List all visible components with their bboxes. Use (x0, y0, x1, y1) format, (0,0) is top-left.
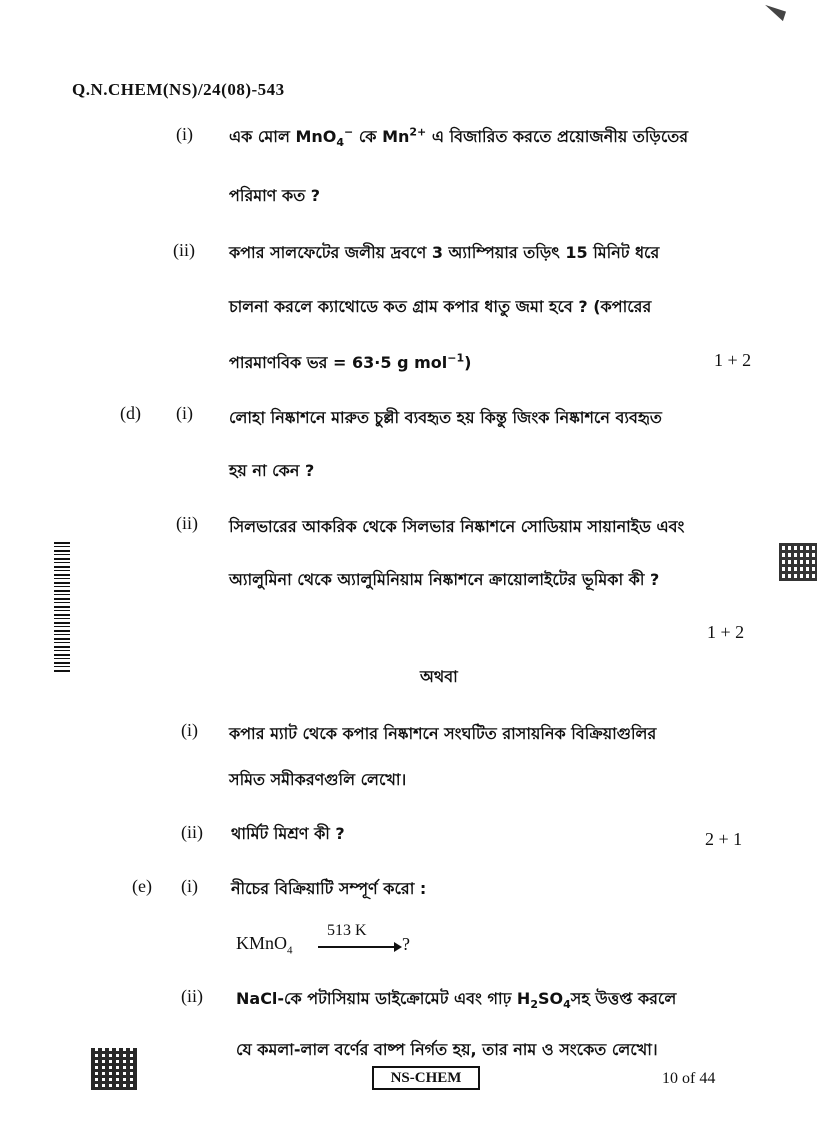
page-number: 10 of 44 (662, 1070, 716, 1087)
q-d-marks: 1 + 2 (707, 622, 745, 642)
q-e-ii-line2: যে কমলা-লাল বর্ণের বাষ্প নির্গত হয়, তার নাম ও সংকেত লেখো। (236, 1040, 658, 1059)
q-c-ii-line2: চালনা করলে ক্যাথোডে কত গ্রাম কপার ধাতু জমা হবে ? (কপারের (229, 297, 652, 316)
q-d-label: (d) (120, 403, 141, 423)
q-c-i-line2: পরিমাণ কত ? (229, 186, 321, 205)
corner-fold-mark (762, 5, 786, 21)
reaction-arrow-head (394, 942, 402, 952)
q-c-ii-label: (ii) (173, 240, 195, 260)
q-c-i-label: (i) (176, 124, 193, 144)
q-e-i-line1: নীচের বিক্রিয়াটি সম্পূর্ণ করো : (231, 879, 427, 898)
paper-code: Q.N.CHEM(NS)/24(08)-543 (72, 80, 285, 99)
q-e-ii-label: (ii) (181, 986, 203, 1006)
q-d-i-label: (i) (176, 403, 193, 423)
q-d-ii-label: (ii) (176, 513, 198, 533)
side-qr-code (779, 543, 817, 581)
reaction-reactant: KMnO$_4$ (236, 933, 293, 957)
q-c-marks: 1 + 2 (714, 350, 752, 370)
q-d-ii-line1: সিলভারের আকরিক থেকে সিলভার নিষ্কাশনে সোডিয়াম সায়ানাইড এবং (229, 517, 685, 536)
footer-qr-code (91, 1048, 137, 1090)
q-d-i-line2: হয় না কেন ? (229, 461, 315, 480)
footer-code-box: NS-CHEM (372, 1066, 480, 1090)
reaction-product: ? (402, 934, 410, 954)
q-d-i-line1: লোহা নিষ্কাশনে মারুত চুল্লী ব্যবহৃত হয় কিন্তু জিংক নিষ্কাশনে ব্যবহৃত (229, 408, 662, 427)
or-label: অথবা (420, 667, 458, 686)
q-c-i-line1: এক মোল MnO$_4$− কে $Mn^{2+}$ এ বিজারিত করতে প্রয়োজনীয় তড়িতের (229, 125, 689, 150)
q-e-i-label: (i) (181, 876, 198, 896)
reaction-arrow (318, 946, 396, 948)
reaction-condition: 513 K (327, 922, 367, 939)
q-c-ii-line3: পারমাণবিক ভর = 63·5 g mol$^{-1}$) (229, 351, 472, 372)
q-d-alt-i-label: (i) (181, 720, 198, 740)
q-c-ii-line1: কপার সালফেটের জলীয় দ্রবণে 3 অ্যাম্পিয়ার তড়িৎ 15 মিনিট ধরে (229, 243, 660, 262)
q-d-alt-marks: 2 + 1 (705, 829, 743, 849)
q-d-alt-ii-line1: থার্মিট মিশ্রণ কী ? (231, 824, 345, 843)
q-d-ii-line2: অ্যালুমিনা থেকে অ্যালুমিনিয়াম নিষ্কাশনে ক্রায়োলাইটের ভূমিকা কী ? (229, 570, 660, 589)
q-e-ii-line1: NaCl-কে পটাসিয়াম ডাইক্রোমেট এবং গাঢ় $H_2SO_4সহ$ উত্তপ্ত করলে (236, 989, 677, 1012)
q-d-alt-i-line1: কপার ম্যাট থেকে কপার নিষ্কাশনে সংঘটিত রাসায়নিক বিক্রিয়াগুলির (229, 724, 657, 743)
q-d-alt-ii-label: (ii) (181, 822, 203, 842)
q-d-alt-i-line2: সমিত সমীকরণগুলি লেখো। (229, 770, 407, 789)
q-e-label: (e) (132, 876, 152, 896)
side-barcode (54, 542, 70, 672)
